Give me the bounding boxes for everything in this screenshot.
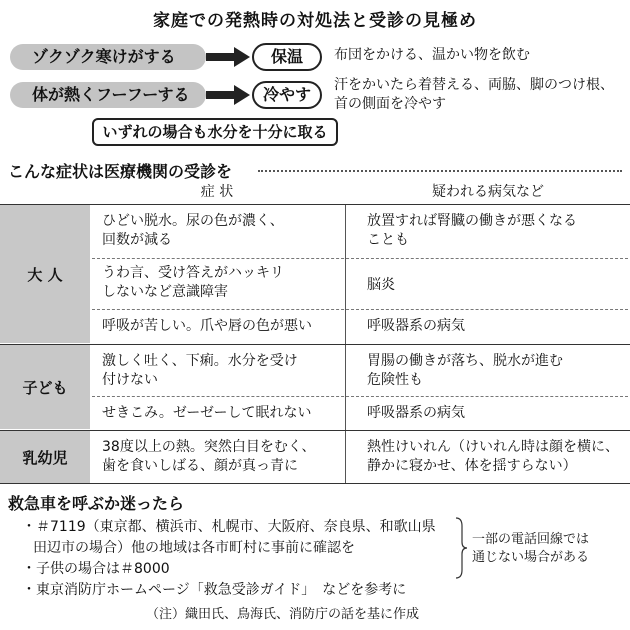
arrow-right-icon xyxy=(206,82,252,108)
group-divider xyxy=(0,430,630,431)
ambulance-title: 救急車を呼ぶか迷ったら xyxy=(8,494,185,513)
group-divider xyxy=(0,344,630,345)
table-cell-symptom: ひどい脱水。尿の色が濃く、 回数が減る xyxy=(102,213,284,248)
table-cell-disease: 脳炎 xyxy=(367,277,395,293)
symptom-feverish: 体が熱くフーフーする xyxy=(10,82,206,108)
table-bottom-rule xyxy=(0,483,630,484)
group-child: 子ども xyxy=(0,345,90,429)
table-cell-symptom: 38度以上の熱。突然白目をむく、 歯を食いしばる、顔が真っ青に xyxy=(102,439,316,474)
header-disease: 疑われる病気など xyxy=(432,184,544,200)
page-title: 家庭での発熱時の対処法と受診の見極め xyxy=(153,11,477,31)
action-keep-warm: 保温 xyxy=(252,43,322,71)
table-cell-disease: 胃腸の働きが落ち、脱水が進む 危険性も xyxy=(367,353,563,388)
ambulance-list: ・＃7119（東京都、横浜市、札幌市、大阪府、奈良県、和歌山県 田辺市の場合）他の地域は各市町村に事前に確認を ・子供の場合は＃8000 ・東京消防庁ホームページ「救急受診ガイド」 などを参考に xyxy=(22,519,436,598)
row-divider xyxy=(92,309,628,310)
table-cell-disease: 熱性けいれん（けいれん時は顔を横に、 静かに寝かせ、体を揺すらない） xyxy=(367,439,619,474)
side-note: 一部の電話回線では 通じない場合がある xyxy=(472,532,590,565)
care-desc-1: 布団をかける、温かい物を飲む xyxy=(334,47,530,63)
action-cool-down: 冷やす xyxy=(252,81,322,109)
symptom-chills: ゾクゾク寒けがする xyxy=(10,44,206,70)
table-cell-symptom: 激しく吐く、下痢。水分を受け 付けない xyxy=(102,353,298,388)
dotted-rule xyxy=(258,170,622,172)
header-symptom: 症 状 xyxy=(200,184,234,200)
table-cell-symptom: 呼吸が苦しい。爪や唇の色が悪い xyxy=(102,318,312,334)
table-cell-symptom: せきこみ。ゼーゼーして眠れない xyxy=(102,405,312,421)
row-divider xyxy=(92,396,628,397)
table-cell-symptom: うわ言、受け答えがハッキリ しないなど意識障害 xyxy=(102,265,284,300)
footnote: （注）織田氏、鳥海氏、消防庁の話を基に作成 xyxy=(146,607,420,622)
group-adult: 大 人 xyxy=(0,205,90,343)
row-divider xyxy=(92,258,628,259)
curly-bracket xyxy=(454,516,468,580)
table-cell-disease: 呼吸器系の病気 xyxy=(367,318,465,334)
arrow-right-icon xyxy=(206,44,252,70)
table-top-rule xyxy=(0,204,630,205)
care-desc-2: 汗をかいたら着替える、両脇、脚のつけ根、 首の側面を冷やす xyxy=(334,77,614,112)
table-cell-disease: 放置すれば腎臓の働きが悪くなる ことも xyxy=(367,213,577,248)
section-title: こんな症状は医療機関の受診を xyxy=(8,162,233,181)
table-cell-disease: 呼吸器系の病気 xyxy=(367,405,465,421)
group-infant: 乳幼児 xyxy=(0,431,90,483)
hydration-note: いずれの場合も水分を十分に取る xyxy=(92,118,338,146)
